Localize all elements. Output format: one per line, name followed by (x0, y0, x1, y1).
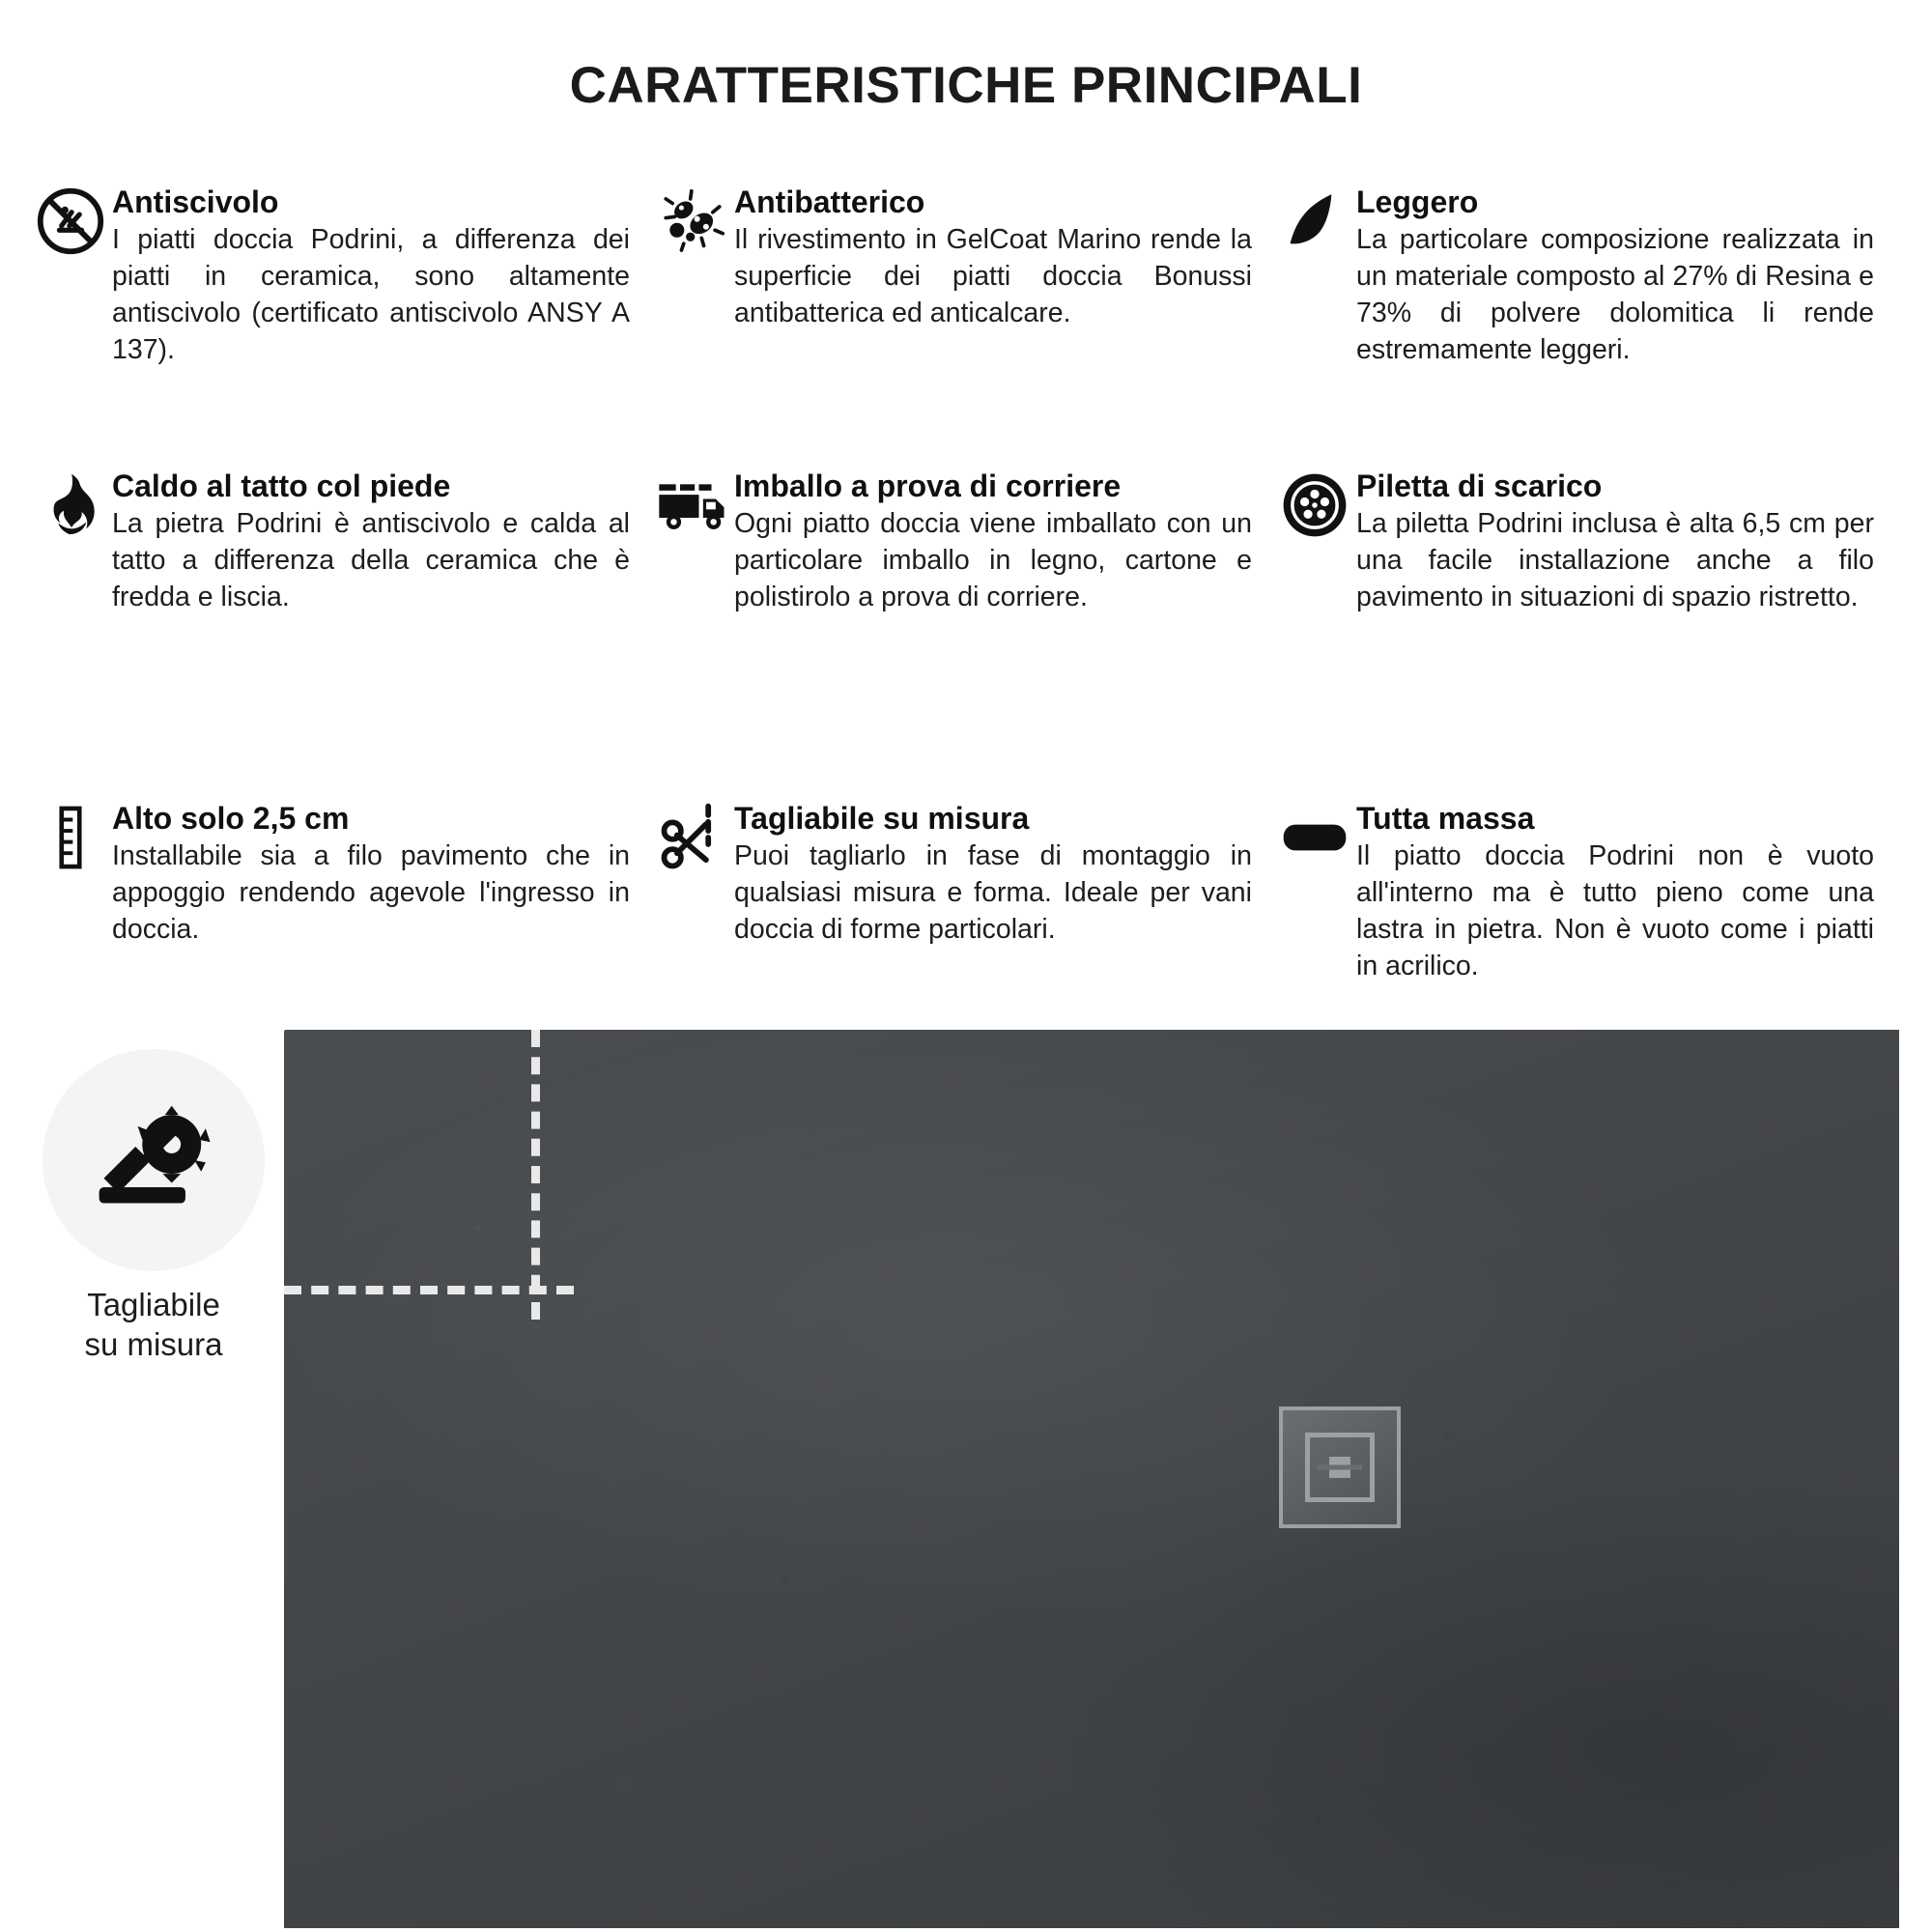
cuttable-badge-label-line2: su misura (84, 1326, 223, 1363)
feature-leggero (1277, 184, 1899, 425)
feature-text (108, 800, 630, 949)
feature-body: Installabile sia a filo pavimento che in appoggio rendendo agevole l'ingresso in doccia. (112, 840, 630, 946)
feature-heading: Piletta di scarico (1356, 469, 1603, 503)
feature-text (1352, 184, 1874, 369)
feature-grid-row-3 (0, 775, 1932, 1020)
drain-cover-inner (1305, 1433, 1375, 1502)
feature-text (108, 184, 630, 369)
feature-caldo-al-tatto (33, 468, 655, 757)
feature-text (730, 468, 1252, 616)
feature-body: Il piatto doccia Podrini non è vuoto all'interno ma è tutto pieno come una lastra in pietra. Non è vuoto come i piatti in acrilico. (1356, 840, 1874, 982)
drain-cover (1279, 1406, 1401, 1528)
delivery-truck-icon (655, 468, 730, 543)
feature-text (108, 468, 630, 616)
cut-line-vertical (531, 1030, 540, 1320)
drain-grate-icon (1277, 468, 1352, 543)
feature-body: La piletta Podrini inclusa è alta 6,5 cm per una facile installazione anche a filo pavimento in situazioni di spazio ristretto. (1356, 508, 1874, 613)
feature-antiscivolo (33, 184, 655, 425)
feature-antibatterico (655, 184, 1277, 425)
feature-body: La pietra Podrini è antiscivolo e calda al tatto a differenza della ceramica che è fredda e liscia. (112, 508, 630, 613)
feature-text (1352, 800, 1874, 985)
bacteria-icon (655, 184, 730, 259)
feature-grid-row-2 (0, 442, 1932, 775)
flame-icon (33, 468, 108, 543)
feature-body: I piatti doccia Podrini, a differenza dei piatti in ceramica, sono altamente antiscivolo (certificato antiscivolo ANSY A 137). (112, 224, 630, 366)
cut-line-horizontal (284, 1286, 574, 1294)
circular-saw-icon (43, 1049, 265, 1271)
feature-body: Ogni piatto doccia viene imballato con un particolare imballo in legno, cartone e polistirolo a prova di corriere. (734, 508, 1252, 613)
feature-heading: Alto solo 2,5 cm (112, 801, 350, 836)
feature-piletta (1277, 468, 1899, 757)
page-title: CARATTERISTICHE PRINCIPALI (569, 56, 1363, 114)
feature-heading: Leggero (1356, 185, 1479, 219)
feature-imballo (655, 468, 1277, 757)
feature-grid-row-1 (0, 158, 1932, 442)
cuttable-badge (33, 1030, 274, 1365)
feature-body: Puoi tagliarlo in fase di montaggio in qualsiasi misura e forma. Ideale per vani doccia di forme particolari. (734, 840, 1252, 946)
feature-altezza (33, 800, 655, 1003)
feather-icon (1277, 184, 1352, 259)
ruler-icon (33, 800, 108, 875)
no-slip-icon (33, 184, 108, 259)
cuttable-badge-label-line1: Tagliabile (87, 1287, 220, 1322)
shower-tray-photo (284, 1030, 1932, 1928)
feature-text (730, 800, 1252, 949)
feature-tutta-massa (1277, 800, 1899, 1003)
feature-heading: Tutta massa (1356, 801, 1535, 836)
feature-body: Il rivestimento in GelCoat Marino rende la superficie dei piatti doccia Bonussi antibatterica ed anticalcare. (734, 224, 1252, 329)
feature-text (730, 184, 1252, 332)
feature-text (1352, 468, 1874, 616)
solid-block-icon (1277, 800, 1352, 875)
feature-heading: Tagliabile su misura (734, 801, 1030, 836)
feature-heading: Caldo al tatto col piede (112, 469, 451, 503)
cuttable-badge-label (33, 1285, 274, 1365)
feature-heading: Imballo a prova di corriere (734, 469, 1122, 503)
feature-heading: Antiscivolo (112, 185, 279, 219)
product-showcase (0, 1030, 1932, 1928)
feature-body: La particolare composizione realizzata in un materiale composto al 27% di Resina e 73% di polvere dolomitica li rende estremamente leggeri. (1356, 224, 1874, 366)
feature-heading: Antibatterico (734, 185, 925, 219)
shower-tray-surface (284, 1030, 1899, 1928)
feature-tagliabile (655, 800, 1277, 1003)
scissors-cut-icon (655, 800, 730, 875)
